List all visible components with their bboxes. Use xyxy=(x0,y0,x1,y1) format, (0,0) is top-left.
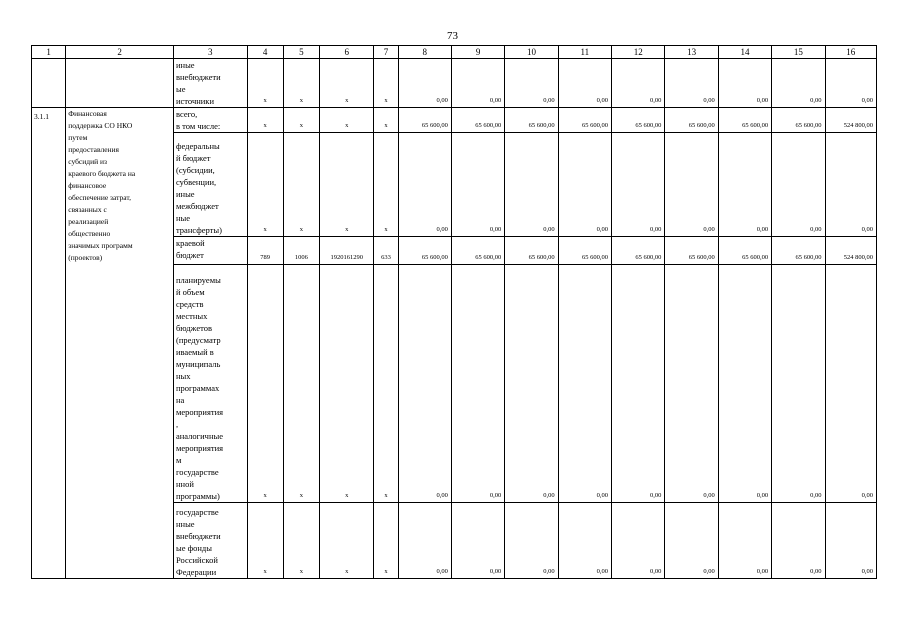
cell-classification-code: x xyxy=(320,133,374,237)
cell-amount: 0,00 xyxy=(451,59,504,108)
cell-amount: 0,00 xyxy=(558,265,611,503)
cell-classification-code: x xyxy=(320,265,374,503)
cell-amount: 0,00 xyxy=(718,503,771,579)
cell-amount: 65 600,00 xyxy=(718,108,771,133)
cell-amount: 0,00 xyxy=(398,133,451,237)
cell-classification-code: x xyxy=(283,108,319,133)
cell-amount: 0,00 xyxy=(612,503,665,579)
cell-amount: 0,00 xyxy=(825,503,876,579)
cell-classification-code: 633 xyxy=(374,237,398,265)
cell-amount: 65 600,00 xyxy=(772,108,825,133)
cell-amount: 0,00 xyxy=(505,503,558,579)
cell-classification-code: x xyxy=(247,503,283,579)
cell-amount: 0,00 xyxy=(718,59,771,108)
cell-amount: 65 600,00 xyxy=(451,237,504,265)
cell-classification-code: x xyxy=(283,59,319,108)
cell-funding-source: государстве нные внебюджети ые фонды Российской Федерации xyxy=(173,503,247,579)
cell-classification-code: 789 xyxy=(247,237,283,265)
cell-amount: 0,00 xyxy=(612,265,665,503)
table-row xyxy=(32,59,877,108)
column-header: 9 xyxy=(451,46,504,59)
column-header: 4 xyxy=(247,46,283,59)
cell-amount: 65 600,00 xyxy=(398,237,451,265)
cell-amount: 65 600,00 xyxy=(665,237,718,265)
cell-classification-code: 1920161290 xyxy=(320,237,374,265)
cell-amount: 0,00 xyxy=(772,133,825,237)
cell-amount: 0,00 xyxy=(825,59,876,108)
cell-amount: 65 600,00 xyxy=(398,108,451,133)
cell-item-name: Финансовая поддержка СО НКО путем предоставления субсидий из краевого бюджета на финансовое обеспечение затрат, связанных с реализацией общественно значимых программ (проектов) xyxy=(66,108,174,579)
cell-classification-code: x xyxy=(374,59,398,108)
cell-classification-code: x xyxy=(374,133,398,237)
cell-amount: 0,00 xyxy=(398,265,451,503)
cell-amount: 0,00 xyxy=(772,265,825,503)
cell-amount: 65 600,00 xyxy=(558,237,611,265)
cell-funding-source: иные внебюджети ые источники xyxy=(173,59,247,108)
cell-amount: 0,00 xyxy=(612,133,665,237)
column-header: 8 xyxy=(398,46,451,59)
column-header: 3 xyxy=(173,46,247,59)
column-header: 10 xyxy=(505,46,558,59)
cell-classification-code: x xyxy=(283,265,319,503)
cell-funding-source: всего, в том числе: xyxy=(173,108,247,133)
cell-amount: 0,00 xyxy=(825,265,876,503)
column-header: 16 xyxy=(825,46,876,59)
cell-amount: 65 600,00 xyxy=(451,108,504,133)
cell-amount: 65 600,00 xyxy=(505,237,558,265)
cell-amount: 0,00 xyxy=(718,265,771,503)
cell-amount: 0,00 xyxy=(772,59,825,108)
cell-amount: 65 600,00 xyxy=(612,108,665,133)
cell-item-number-empty xyxy=(32,59,66,108)
cell-item-name-empty xyxy=(66,59,174,108)
cell-funding-source: федеральны й бюджет (субсидии, субвенции, иные межбюджет ные трансферты) xyxy=(173,133,247,237)
budget-table xyxy=(31,45,877,579)
cell-amount: 65 600,00 xyxy=(665,108,718,133)
column-header: 7 xyxy=(374,46,398,59)
cell-amount: 0,00 xyxy=(665,265,718,503)
cell-amount: 0,00 xyxy=(558,503,611,579)
cell-classification-code: x xyxy=(320,108,374,133)
cell-amount: 0,00 xyxy=(558,59,611,108)
cell-classification-code: x xyxy=(374,265,398,503)
cell-amount: 524 800,00 xyxy=(825,237,876,265)
cell-classification-code: x xyxy=(283,503,319,579)
cell-amount: 0,00 xyxy=(451,265,504,503)
cell-amount: 0,00 xyxy=(558,133,611,237)
cell-classification-code: 1006 xyxy=(283,237,319,265)
column-header: 12 xyxy=(612,46,665,59)
cell-funding-source: краевой бюджет xyxy=(173,237,247,265)
cell-classification-code: x xyxy=(320,503,374,579)
cell-amount: 0,00 xyxy=(398,503,451,579)
cell-amount: 0,00 xyxy=(398,59,451,108)
cell-classification-code: x xyxy=(247,108,283,133)
column-header: 14 xyxy=(718,46,771,59)
cell-amount: 0,00 xyxy=(718,133,771,237)
header-row xyxy=(32,46,877,59)
column-header: 6 xyxy=(320,46,374,59)
cell-amount: 65 600,00 xyxy=(612,237,665,265)
cell-amount: 0,00 xyxy=(825,133,876,237)
column-header: 11 xyxy=(558,46,611,59)
cell-classification-code: x xyxy=(320,59,374,108)
cell-classification-code: x xyxy=(247,133,283,237)
cell-classification-code: x xyxy=(247,59,283,108)
cell-amount: 0,00 xyxy=(665,59,718,108)
cell-item-number: 3.1.1 xyxy=(32,108,66,579)
cell-funding-source: планируемы й объем средств местных бюджетов (предусматр иваемый в муниципаль ных программах на мероприятия , аналогичные мероприятия м государстве нной программы) xyxy=(173,265,247,503)
cell-amount: 0,00 xyxy=(772,503,825,579)
cell-classification-code: x xyxy=(374,503,398,579)
cell-amount: 0,00 xyxy=(451,133,504,237)
cell-classification-code: x xyxy=(374,108,398,133)
cell-amount: 0,00 xyxy=(505,133,558,237)
cell-amount: 65 600,00 xyxy=(505,108,558,133)
column-header: 1 xyxy=(32,46,66,59)
cell-amount: 0,00 xyxy=(451,503,504,579)
cell-amount: 524 800,00 xyxy=(825,108,876,133)
cell-amount: 0,00 xyxy=(665,133,718,237)
column-header: 5 xyxy=(283,46,319,59)
cell-amount: 65 600,00 xyxy=(718,237,771,265)
column-header: 2 xyxy=(66,46,174,59)
cell-classification-code: x xyxy=(247,265,283,503)
cell-amount: 0,00 xyxy=(612,59,665,108)
table-row xyxy=(32,108,877,133)
cell-amount: 0,00 xyxy=(505,59,558,108)
cell-classification-code: x xyxy=(283,133,319,237)
column-header: 13 xyxy=(665,46,718,59)
cell-amount: 0,00 xyxy=(505,265,558,503)
column-header: 15 xyxy=(772,46,825,59)
cell-amount: 65 600,00 xyxy=(772,237,825,265)
cell-amount: 65 600,00 xyxy=(558,108,611,133)
page-number: 73 xyxy=(447,30,458,42)
cell-amount: 0,00 xyxy=(665,503,718,579)
table-body xyxy=(32,46,877,579)
